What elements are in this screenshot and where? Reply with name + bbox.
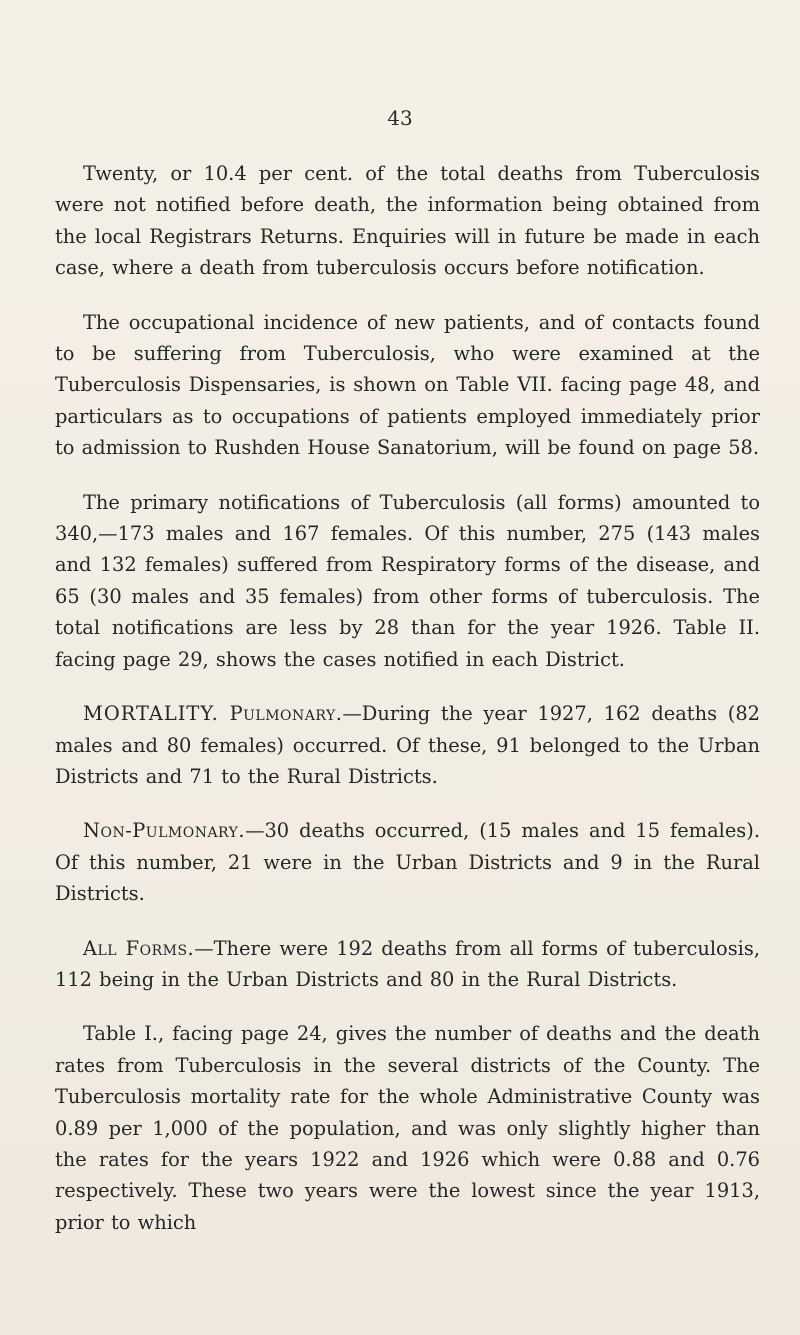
paragraph-primary-notifications: The primary notifications of Tuberculosis (all forms) amounted to 340,—173 males and 167 females. Of this number, 275 (143 males and 132 females) suffered from Respiratory forms of the disease, and 65 (30 males and 35 females) from other forms of tuberculosis. The total notifications are less by 28 than for the year 1926. Table II. facing page 29, shows the cases notified in each District. [55, 490, 760, 671]
paragraph-death-rates: Table I., facing page 24, gives the number of deaths and the death rates from Tuberculosis in the several districts of the County. The Tuberculosis mortality rate for the whole Administrative County was 0.89 per 1,000 of the population, and was only slightly higher than the rates for the years 1922 and 1926 which were 0.88 and 0.76 respectively. These two years were the lowest since the year 1913, prior to which [55, 1022, 760, 1234]
non-pulmonary-heading: Non-Pulmonary. [83, 819, 246, 843]
paragraph-non-pulmonary [55, 815, 760, 909]
non-pulmonary-body: —30 deaths occurred, (15 males and 15 females). Of this number, 21 were in the Urban Districts and 9 in the Rural Districts. [55, 819, 760, 906]
all-forms-heading: All Forms. [83, 936, 195, 960]
pulmonary-subheading: Pulmonary. [229, 702, 343, 726]
paragraph-notification-deaths: Twenty, or 10.4 per cent. of the total deaths from Tuberculosis were not notified before death, the information being obtained from the local Registrars Returns. Enquiries will in future be made in each case, where a death from tuberculosis occurs before notification. [55, 162, 760, 280]
paragraph-all-forms [55, 933, 760, 996]
mortality-heading: MORTALITY. [83, 702, 219, 726]
all-forms-body: —There were 192 deaths from all forms of tuberculosis, 112 being in the Urban Districts and 80 in the Rural Districts. [55, 936, 761, 991]
pulmonary-body: —During the year 1927, 162 deaths (82 males and 80 females) occurred. Of these, 91 belonged to the Urban Districts and 71 to the Rural Districts. [55, 702, 760, 788]
page-number: 43 [387, 106, 413, 130]
paragraph-mortality-pulmonary [55, 698, 760, 792]
body-text [55, 158, 760, 1261]
paragraph-occupational-incidence: The occupational incidence of new patients, and of contacts found to be suffering from Tuberculosis, who were examined at the Tuberculosis Dispensaries, is shown on Table VII. facing page 48, and particulars as to occupations of patients employed immediately prior to admission to Rushden House Sanatorium, will be found on page 58. [55, 310, 760, 460]
